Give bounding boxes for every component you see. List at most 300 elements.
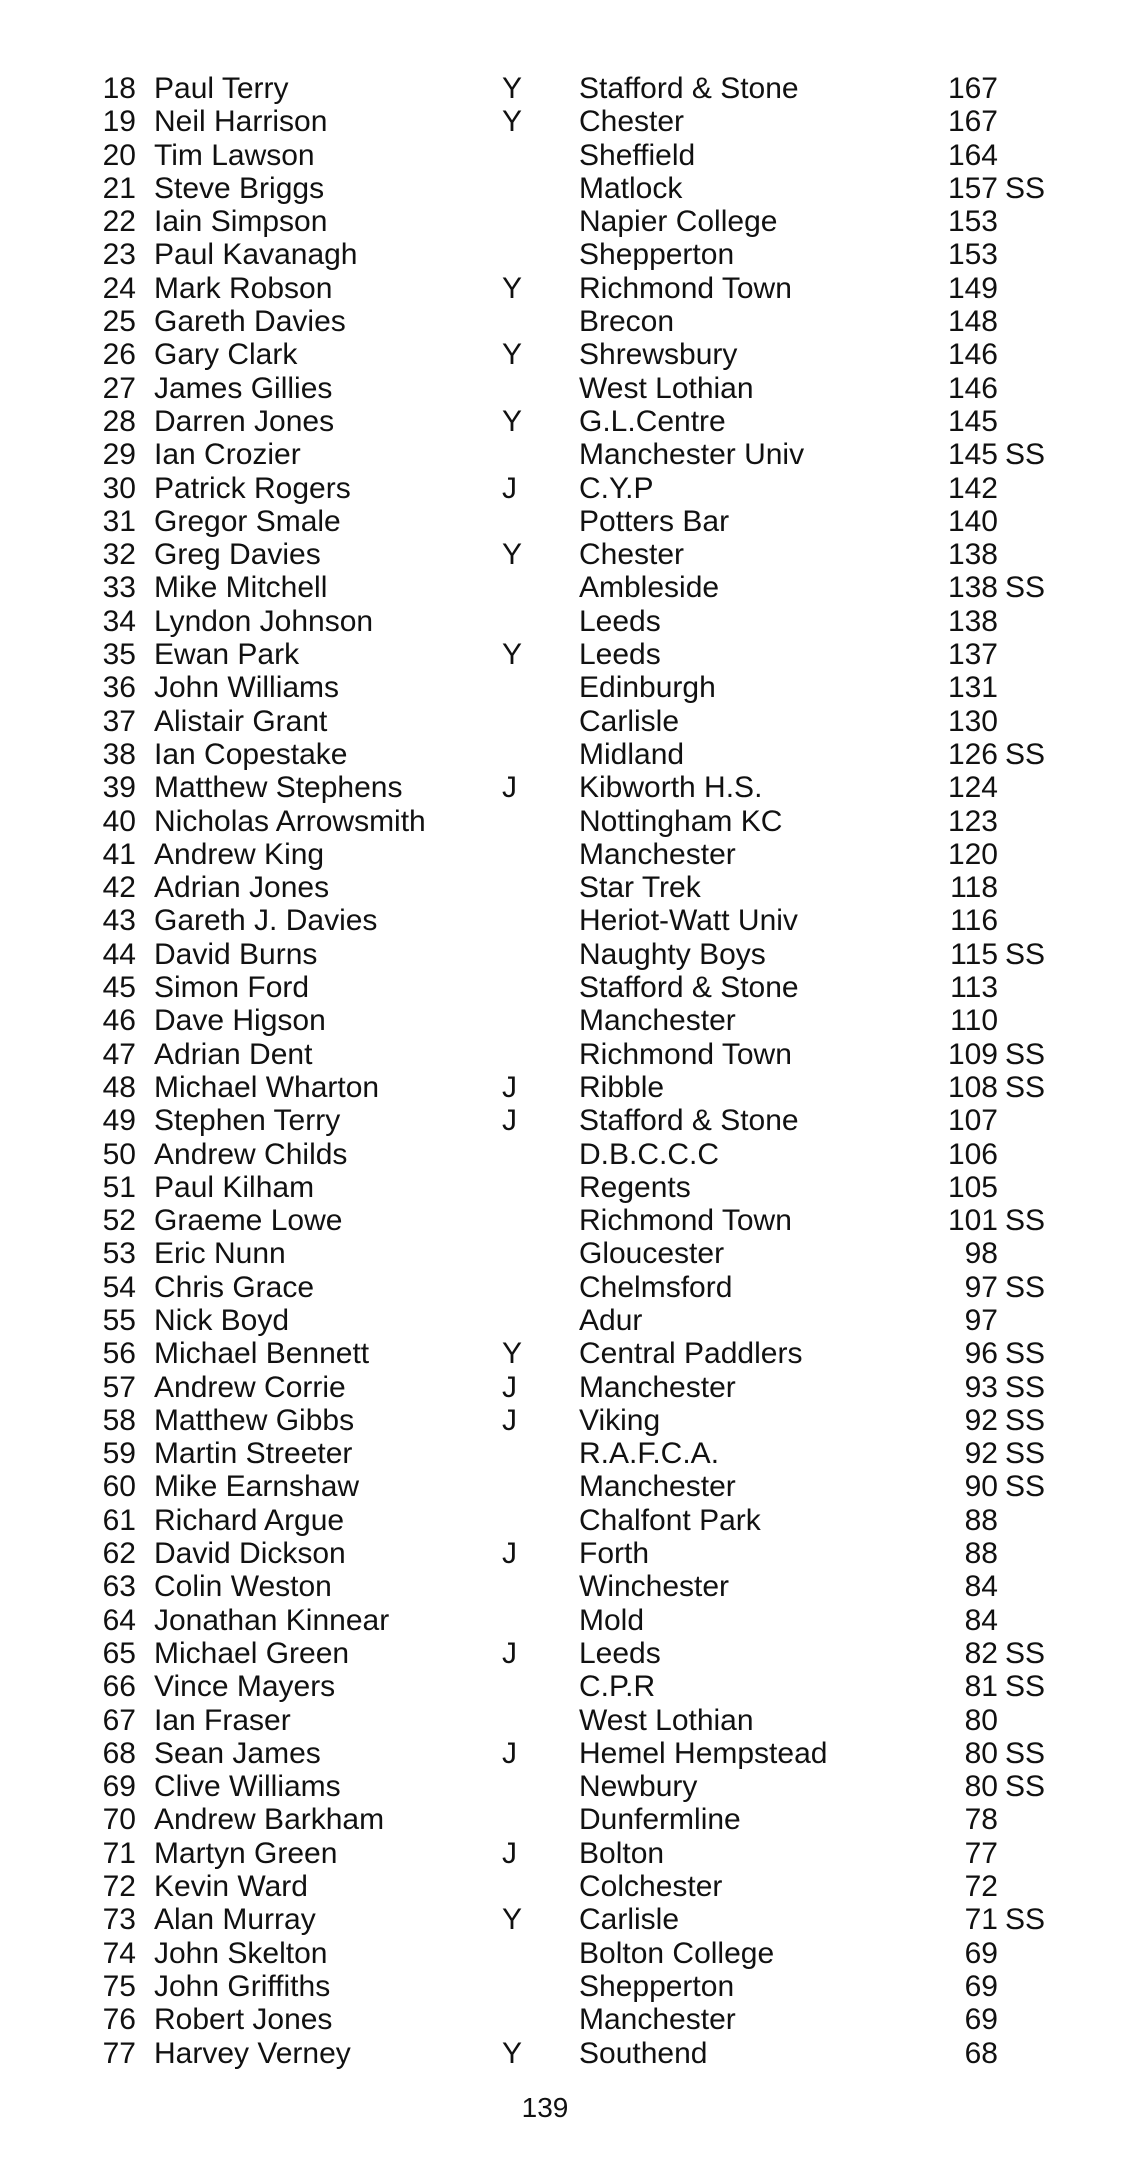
note-marker: SS — [1005, 1204, 1046, 1238]
points-value: 145 — [947, 404, 998, 438]
position-number: 68 — [102, 1736, 136, 1770]
position-number: 75 — [102, 1969, 136, 2003]
points-value: 157 — [947, 171, 998, 205]
club-name: C.Y.P — [579, 471, 654, 505]
result-row — [0, 1903, 1130, 1936]
result-row — [0, 838, 1130, 871]
position-number: 31 — [102, 504, 136, 538]
points-value: 167 — [947, 72, 998, 105]
club-name: Carlisle — [579, 704, 680, 738]
club-name: Richmond Town — [579, 1037, 792, 1071]
result-row — [0, 738, 1130, 771]
position-number: 28 — [102, 404, 136, 438]
competitor-name: Dave Higson — [154, 1004, 326, 1038]
result-row — [0, 571, 1130, 604]
points-value: 124 — [947, 771, 998, 805]
position-number: 25 — [102, 305, 136, 339]
competitor-name: Ian Crozier — [154, 438, 301, 472]
position-number: 62 — [102, 1537, 136, 1571]
points-value: 138 — [947, 538, 998, 572]
points-value: 123 — [947, 804, 998, 838]
result-row — [0, 1803, 1130, 1836]
points-value: 72 — [964, 1870, 998, 1904]
note-marker: SS — [1005, 1337, 1046, 1371]
points-value: 92 — [964, 1403, 998, 1437]
competitor-name: Ewan Park — [154, 638, 300, 672]
competitor-name: Mark Robson — [154, 271, 333, 305]
note-marker: SS — [1005, 937, 1046, 971]
competitor-name: Sean James — [154, 1736, 321, 1770]
position-number: 21 — [102, 171, 136, 205]
note-marker: SS — [1005, 1437, 1046, 1471]
competitor-name: Michael Green — [154, 1636, 350, 1670]
club-name: Naughty Boys — [579, 937, 766, 971]
age-category: J — [502, 1636, 517, 1670]
points-value: 80 — [964, 1770, 998, 1804]
age-category: Y — [502, 1903, 523, 1937]
result-row — [0, 105, 1130, 138]
points-value: 153 — [947, 205, 998, 239]
competitor-name: Gary Clark — [154, 338, 298, 372]
position-number: 58 — [102, 1403, 136, 1437]
position-number: 48 — [102, 1070, 136, 1104]
competitor-name: Nicholas Arrowsmith — [154, 804, 426, 838]
competitor-name: Greg Davies — [154, 538, 321, 572]
note-marker: SS — [1005, 1470, 1046, 1504]
result-row — [0, 372, 1130, 405]
position-number: 29 — [102, 438, 136, 472]
points-value: 71 — [964, 1903, 998, 1937]
points-value: 93 — [964, 1370, 998, 1404]
position-number: 43 — [102, 904, 136, 938]
position-number: 18 — [102, 72, 136, 105]
competitor-name: Ian Copestake — [154, 737, 348, 771]
result-row — [0, 638, 1130, 671]
competitor-name: Adrian Dent — [154, 1037, 313, 1071]
club-name: Chester — [579, 105, 685, 139]
club-name: Stafford & Stone — [579, 1104, 799, 1138]
result-row — [0, 1737, 1130, 1770]
result-row — [0, 1670, 1130, 1703]
club-name: C.P.R — [579, 1670, 656, 1704]
competitor-name: Graeme Lowe — [154, 1204, 343, 1238]
position-number: 60 — [102, 1470, 136, 1504]
competitor-name: Clive Williams — [154, 1770, 341, 1804]
result-row — [0, 971, 1130, 1004]
competitor-name: Nick Boyd — [154, 1303, 290, 1337]
position-number: 76 — [102, 2003, 136, 2037]
result-row — [0, 1138, 1130, 1171]
competitor-name: David Burns — [154, 937, 318, 971]
result-row — [0, 705, 1130, 738]
position-number: 40 — [102, 804, 136, 838]
result-row — [0, 338, 1130, 371]
age-category: J — [502, 1104, 517, 1138]
competitor-name: Mike Earnshaw — [154, 1470, 360, 1504]
result-row — [0, 1937, 1130, 1970]
club-name: Bolton — [579, 1836, 665, 1870]
competitor-name: Martyn Green — [154, 1836, 338, 1870]
points-value: 137 — [947, 638, 998, 672]
club-name: Forth — [579, 1537, 650, 1571]
competitor-name: Vince Mayers — [154, 1670, 336, 1704]
competitor-name: Alistair Grant — [154, 704, 328, 738]
points-value: 96 — [964, 1337, 998, 1371]
age-category: J — [502, 1537, 517, 1571]
points-value: 101 — [947, 1204, 998, 1238]
note-marker: SS — [1005, 1037, 1046, 1071]
club-name: Chalfont Park — [579, 1503, 761, 1537]
position-number: 22 — [102, 205, 136, 239]
club-name: Bolton College — [579, 1936, 775, 1970]
age-category: J — [502, 1403, 517, 1437]
competitor-name: Michael Bennett — [154, 1337, 370, 1371]
competitor-name: John Williams — [154, 671, 340, 705]
age-category: J — [502, 1836, 517, 1870]
age-category: J — [502, 1736, 517, 1770]
points-value: 77 — [964, 1836, 998, 1870]
points-value: 113 — [950, 971, 998, 1005]
result-row — [0, 1970, 1130, 2003]
points-value: 167 — [947, 105, 998, 139]
note-marker: SS — [1005, 1770, 1046, 1804]
result-row — [0, 1337, 1130, 1370]
points-value: 131 — [947, 671, 998, 705]
competitor-name: Jonathan Kinnear — [154, 1603, 390, 1637]
points-value: 84 — [964, 1570, 998, 1604]
competitor-name: Harvey Verney — [154, 2036, 351, 2070]
position-number: 72 — [102, 1870, 136, 1904]
competitor-name: Chris Grace — [154, 1270, 315, 1304]
club-name: R.A.F.C.A. — [579, 1437, 720, 1471]
competitor-name: Paul Terry — [154, 72, 289, 105]
club-name: Mold — [579, 1603, 645, 1637]
points-value: 115 — [950, 937, 998, 971]
result-row — [0, 1071, 1130, 1104]
result-row — [0, 238, 1130, 271]
points-value: 81 — [964, 1670, 998, 1704]
club-name: West Lothian — [579, 371, 754, 405]
club-name: Gloucester — [579, 1237, 725, 1271]
result-row — [0, 272, 1130, 305]
position-number: 63 — [102, 1570, 136, 1604]
competitor-name: Alan Murray — [154, 1903, 316, 1937]
result-row — [0, 505, 1130, 538]
points-value: 97 — [964, 1270, 998, 1304]
competitor-name: Stephen Terry — [154, 1104, 341, 1138]
club-name: Shepperton — [579, 238, 735, 272]
competitor-name: Paul Kavanagh — [154, 238, 358, 272]
club-name: Newbury — [579, 1770, 698, 1804]
position-number: 32 — [102, 538, 136, 572]
result-row — [0, 1371, 1130, 1404]
age-category: J — [502, 1070, 517, 1104]
points-value: 106 — [947, 1137, 998, 1171]
competitor-name: Mike Mitchell — [154, 571, 328, 605]
position-number: 44 — [102, 937, 136, 971]
competitor-name: Matthew Stephens — [154, 771, 403, 805]
points-value: 126 — [947, 737, 998, 771]
result-row — [0, 1470, 1130, 1503]
result-row — [0, 472, 1130, 505]
position-number: 74 — [102, 1936, 136, 1970]
competitor-name: Andrew Corrie — [154, 1370, 346, 1404]
result-row — [0, 1171, 1130, 1204]
position-number: 45 — [102, 971, 136, 1005]
result-row — [0, 1271, 1130, 1304]
page-number: 139 — [521, 2092, 569, 2123]
note-marker: SS — [1005, 1670, 1046, 1704]
result-row — [0, 1504, 1130, 1537]
competitor-name: Lyndon Johnson — [154, 604, 374, 638]
club-name: Brecon — [579, 305, 675, 339]
club-name: Kibworth H.S. — [579, 771, 763, 805]
position-number: 67 — [102, 1703, 136, 1737]
club-name: Adur — [579, 1303, 643, 1337]
points-value: 80 — [964, 1736, 998, 1770]
position-number: 33 — [102, 571, 136, 605]
club-name: Hemel Hempstead — [579, 1736, 828, 1770]
competitor-name: David Dickson — [154, 1537, 346, 1571]
result-row — [0, 2037, 1130, 2070]
age-category: J — [502, 771, 517, 805]
points-value: 138 — [947, 604, 998, 638]
position-number: 42 — [102, 871, 136, 905]
position-number: 53 — [102, 1237, 136, 1271]
result-row — [0, 805, 1130, 838]
result-row — [0, 438, 1130, 471]
position-number: 66 — [102, 1670, 136, 1704]
competitor-name: Martin Streeter — [154, 1437, 353, 1471]
points-value: 97 — [964, 1303, 998, 1337]
position-number: 51 — [102, 1170, 136, 1204]
position-number: 61 — [102, 1503, 136, 1537]
points-value: 90 — [964, 1470, 998, 1504]
club-name: Leeds — [579, 1636, 661, 1670]
competitor-name: James Gillies — [154, 371, 333, 405]
result-row — [0, 205, 1130, 238]
competitor-name: Gareth Davies — [154, 305, 346, 339]
club-name: Napier College — [579, 205, 778, 239]
result-row — [0, 1304, 1130, 1337]
note-marker: SS — [1005, 1370, 1046, 1404]
position-number: 41 — [102, 837, 136, 871]
age-category: Y — [502, 638, 523, 672]
points-value: 146 — [947, 371, 998, 405]
points-value: 148 — [947, 305, 998, 339]
age-category: Y — [502, 72, 523, 105]
competitor-name: Iain Simpson — [154, 205, 328, 239]
note-marker: SS — [1005, 1636, 1046, 1670]
club-name: Ribble — [579, 1070, 665, 1104]
points-value: 138 — [947, 571, 998, 605]
result-row — [0, 1004, 1130, 1037]
points-value: 116 — [950, 904, 998, 938]
competitor-name: Michael Wharton — [154, 1070, 380, 1104]
age-category: Y — [502, 105, 523, 139]
results-list — [0, 72, 1130, 2070]
points-value: 146 — [947, 338, 998, 372]
club-name: Manchester — [579, 1004, 736, 1038]
position-number: 26 — [102, 338, 136, 372]
result-row — [0, 305, 1130, 338]
competitor-name: Andrew King — [154, 837, 325, 871]
points-value: 110 — [950, 1004, 998, 1038]
position-number: 49 — [102, 1104, 136, 1138]
position-number: 19 — [102, 105, 136, 139]
points-value: 69 — [964, 2003, 998, 2037]
competitor-name: Simon Ford — [154, 971, 310, 1005]
position-number: 64 — [102, 1603, 136, 1637]
points-value: 84 — [964, 1603, 998, 1637]
competitor-name: Adrian Jones — [154, 871, 330, 905]
club-name: Ambleside — [579, 571, 720, 605]
club-name: Stafford & Stone — [579, 72, 799, 105]
position-number: 55 — [102, 1303, 136, 1337]
competitor-name: Robert Jones — [154, 2003, 333, 2037]
points-value: 107 — [947, 1104, 998, 1138]
position-number: 71 — [102, 1836, 136, 1870]
club-name: Regents — [579, 1170, 691, 1204]
result-row — [0, 1038, 1130, 1071]
position-number: 77 — [102, 2036, 136, 2070]
result-row — [0, 1237, 1130, 1270]
position-number: 57 — [102, 1370, 136, 1404]
result-row — [0, 771, 1130, 804]
result-row — [0, 1437, 1130, 1470]
result-row — [0, 1404, 1130, 1437]
points-value: 153 — [947, 238, 998, 272]
points-value: 68 — [964, 2036, 998, 2070]
note-marker: SS — [1005, 438, 1046, 472]
note-marker: SS — [1005, 1736, 1046, 1770]
club-name: Manchester — [579, 2003, 736, 2037]
result-row — [0, 1104, 1130, 1137]
points-value: 108 — [947, 1070, 998, 1104]
points-value: 88 — [964, 1503, 998, 1537]
position-number: 50 — [102, 1137, 136, 1171]
club-name: Potters Bar — [579, 504, 730, 538]
points-value: 118 — [950, 871, 998, 905]
competitor-name: Andrew Barkham — [154, 1803, 385, 1837]
competitor-name: Ian Fraser — [154, 1703, 291, 1737]
points-value: 88 — [964, 1537, 998, 1571]
club-name: G.L.Centre — [579, 404, 726, 438]
club-name: Star Trek — [579, 871, 701, 905]
position-number: 65 — [102, 1636, 136, 1670]
note-marker: SS — [1005, 571, 1046, 605]
result-row — [0, 2003, 1130, 2036]
points-value: 149 — [947, 271, 998, 305]
competitor-name: Gareth J. Davies — [154, 904, 378, 938]
note-marker: SS — [1005, 1070, 1046, 1104]
club-name: Carlisle — [579, 1903, 680, 1937]
points-value: 82 — [964, 1636, 998, 1670]
result-row — [0, 1704, 1130, 1737]
club-name: Southend — [579, 2036, 708, 2070]
position-number: 34 — [102, 604, 136, 638]
position-number: 36 — [102, 671, 136, 705]
note-marker: SS — [1005, 1903, 1046, 1937]
note-marker: SS — [1005, 1403, 1046, 1437]
points-value: 142 — [947, 471, 998, 505]
position-number: 69 — [102, 1770, 136, 1804]
competitor-name: Steve Briggs — [154, 171, 325, 205]
competitor-name: Andrew Childs — [154, 1137, 348, 1171]
club-name: Viking — [579, 1403, 661, 1437]
points-value: 164 — [947, 138, 998, 172]
competitor-name: Colin Weston — [154, 1570, 332, 1604]
result-row — [0, 538, 1130, 571]
result-row — [0, 72, 1130, 105]
club-name: D.B.C.C.C — [579, 1137, 720, 1171]
club-name: Winchester — [579, 1570, 730, 1604]
competitor-name: Matthew Gibbs — [154, 1403, 355, 1437]
result-row — [0, 1604, 1130, 1637]
age-category: J — [502, 1370, 517, 1404]
note-marker: SS — [1005, 1270, 1046, 1304]
position-number: 73 — [102, 1903, 136, 1937]
position-number: 35 — [102, 638, 136, 672]
competitor-name: Gregor Smale — [154, 504, 341, 538]
club-name: Sheffield — [579, 138, 696, 172]
competitor-name: Neil Harrison — [154, 105, 328, 139]
result-row — [0, 1637, 1130, 1670]
club-name: Manchester Univ — [579, 438, 805, 472]
age-category: Y — [502, 271, 523, 305]
club-name: Leeds — [579, 604, 661, 638]
position-number: 56 — [102, 1337, 136, 1371]
note-marker: SS — [1005, 171, 1046, 205]
club-name: Richmond Town — [579, 1204, 792, 1238]
result-row — [0, 405, 1130, 438]
competitor-name: Eric Nunn — [154, 1237, 286, 1271]
club-name: Chelmsford — [579, 1270, 733, 1304]
points-value: 145 — [947, 438, 998, 472]
result-row — [0, 1537, 1130, 1570]
points-value: 69 — [964, 1969, 998, 2003]
club-name: Dunfermline — [579, 1803, 741, 1837]
points-value: 105 — [947, 1170, 998, 1204]
club-name: Heriot-Watt Univ — [579, 904, 798, 938]
club-name: Manchester — [579, 1370, 736, 1404]
club-name: West Lothian — [579, 1703, 754, 1737]
age-category: J — [502, 471, 517, 505]
result-row — [0, 139, 1130, 172]
club-name: Colchester — [579, 1870, 723, 1904]
points-value: 78 — [964, 1803, 998, 1837]
club-name: Matlock — [579, 171, 683, 205]
club-name: Edinburgh — [579, 671, 716, 705]
position-number: 24 — [102, 271, 136, 305]
age-category: Y — [502, 404, 523, 438]
competitor-name: Paul Kilham — [154, 1170, 315, 1204]
position-number: 20 — [102, 138, 136, 172]
competitor-name: Richard Argue — [154, 1503, 345, 1537]
result-row — [0, 1204, 1130, 1237]
age-category: Y — [502, 538, 523, 572]
competitor-name: John Griffiths — [154, 1969, 331, 2003]
age-category: Y — [502, 2036, 523, 2070]
points-value: 140 — [947, 504, 998, 538]
result-row — [0, 605, 1130, 638]
club-name: Manchester — [579, 1470, 736, 1504]
competitor-name: Patrick Rogers — [154, 471, 351, 505]
competitor-name: John Skelton — [154, 1936, 328, 1970]
result-row — [0, 1770, 1130, 1803]
position-number: 27 — [102, 371, 136, 405]
position-number: 38 — [102, 737, 136, 771]
